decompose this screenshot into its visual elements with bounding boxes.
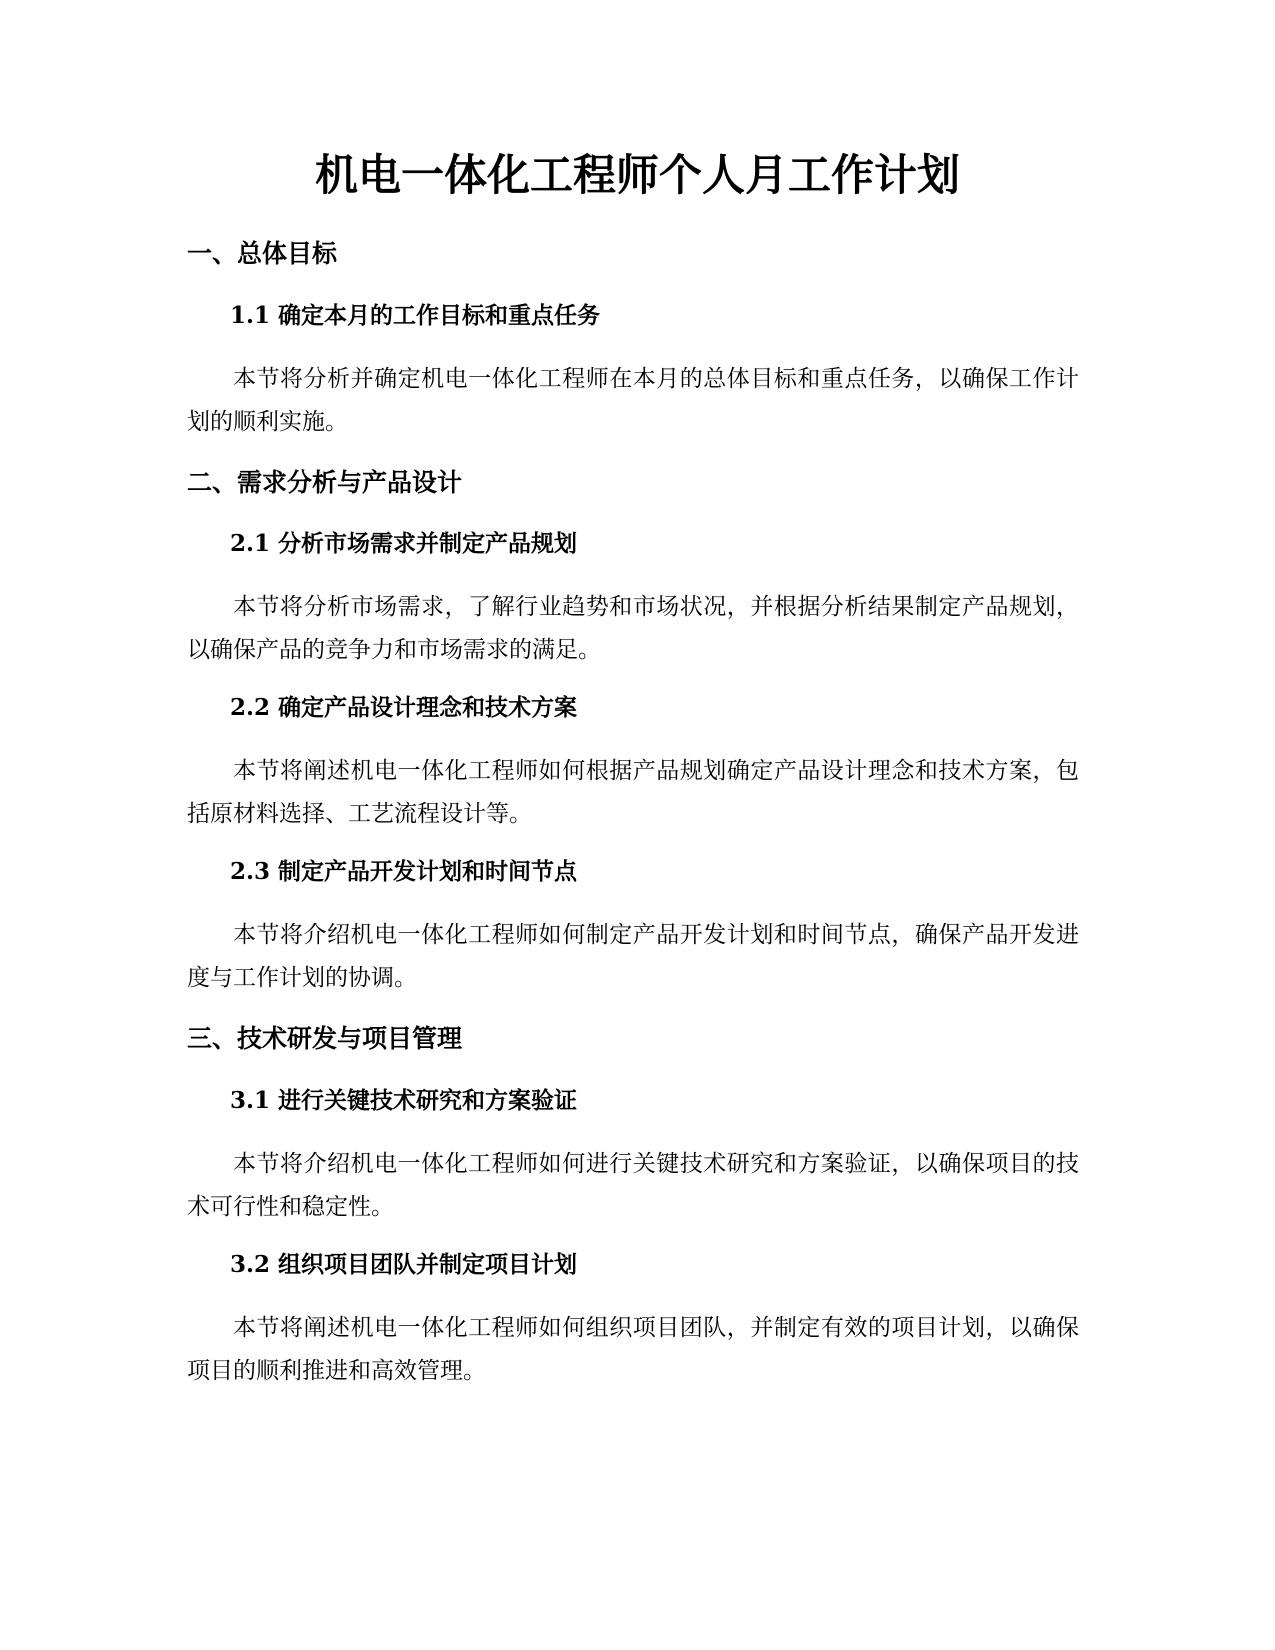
subsection-heading: 2.3 制定产品开发计划和时间节点 (230, 858, 578, 885)
section-heading: 二、需求分析与产品设计 (187, 468, 463, 497)
section-heading: 三、技术研发与项目管理 (187, 1024, 463, 1053)
subsection-heading: 2.1 分析市场需求并制定产品规划 (230, 530, 578, 557)
paragraph: 本节将阐述机电一体化工程师如何根据产品规划确定产品设计理念和技术方案，包括原材料选择、工艺流程设计等。 (187, 758, 1079, 827)
subsection-heading: 3.1 进行关键技术研究和方案验证 (230, 1087, 578, 1114)
subsection-heading: 1.1 确定本月的工作目标和重点任务 (230, 302, 601, 329)
paragraph: 本节将阐述机电一体化工程师如何组织项目团队，并制定有效的项目计划，以确保项目的顺利推进和高效管理。 (187, 1315, 1079, 1384)
paragraph: 本节将分析市场需求，了解行业趋势和市场状况，并根据分析结果制定产品规划，以确保产品的竞争力和市场需求的满足。 (187, 594, 1079, 663)
section-heading: 一、总体目标 (187, 239, 338, 268)
paragraph: 本节将分析并确定机电一体化工程师在本月的总体目标和重点任务，以确保工作计划的顺利实施。 (187, 366, 1079, 435)
subsection-heading: 3.2 组织项目团队并制定项目计划 (230, 1251, 578, 1278)
paragraph: 本节将介绍机电一体化工程师如何进行关键技术研究和方案验证，以确保项目的技术可行性和稳定性。 (187, 1151, 1079, 1220)
subsection-heading: 2.2 确定产品设计理念和技术方案 (230, 694, 578, 721)
paragraph: 本节将介绍机电一体化工程师如何制定产品开发计划和时间节点，确保产品开发进度与工作计划的协调。 (187, 922, 1079, 991)
document-title: 机电一体化工程师个人月工作计划 (315, 151, 960, 201)
